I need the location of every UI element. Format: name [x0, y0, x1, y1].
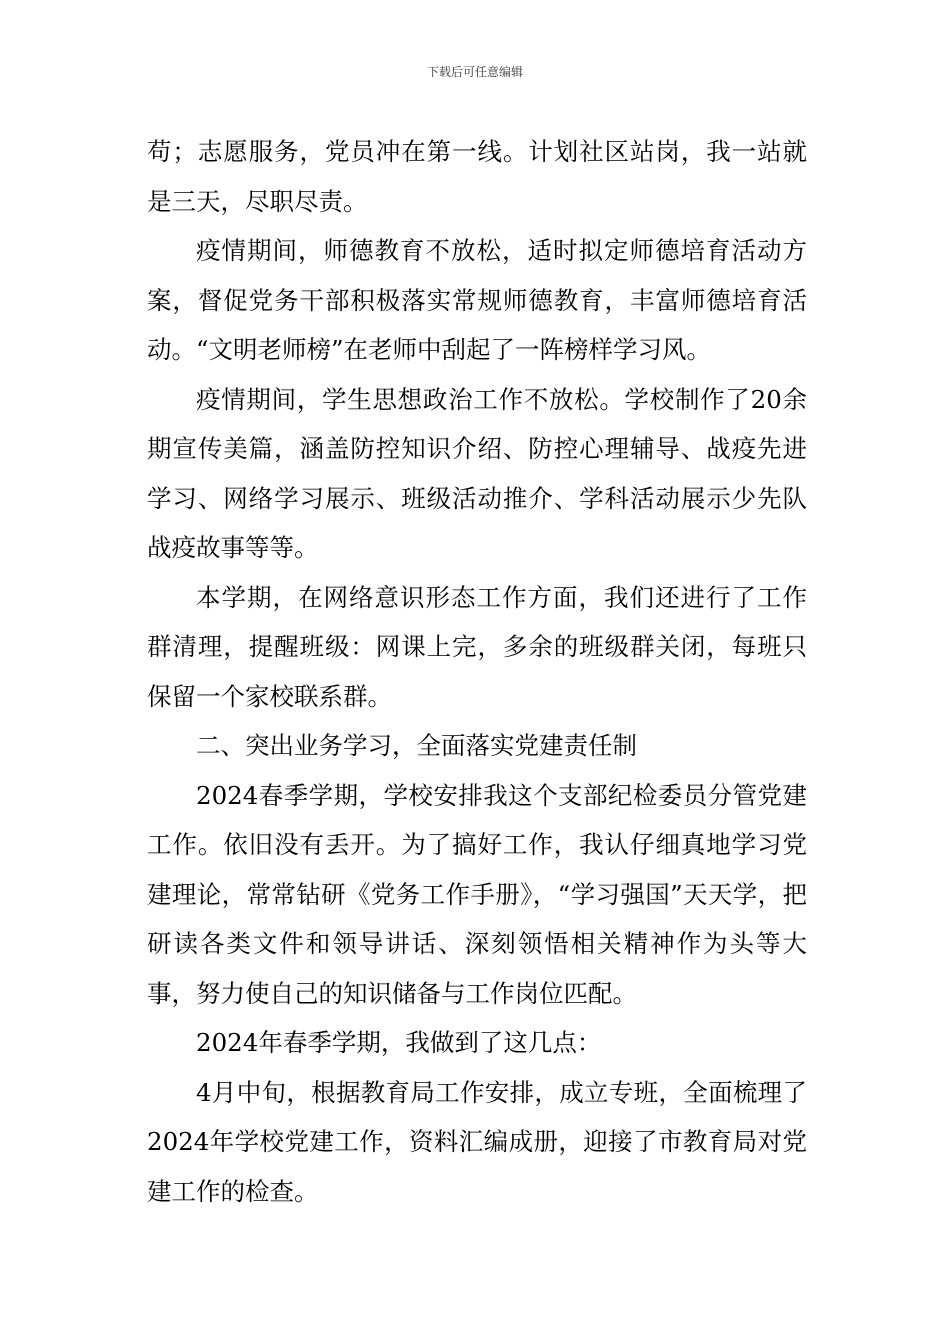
paragraph-7: 4月中旬，根据教育局工作安排，成立专班，全面梳理了2024年学校党建工作，资料汇编成册，迎接了市教育局对党建工作的检查。: [147, 1077, 807, 1206]
section-heading: 二、突出业务学习，全面落实党建责任制: [196, 731, 637, 760]
paragraph-5: 2024春季学期，学校安排我这个支部纪检委员分管党建工作。依旧没有丢开。为了搞好工作，我认仔细真地学习党建理论，常常钻研《党务工作手册》，“学习强国”天天学，把研读各类文件和领导讲话、深刻领悟相关精神作为头等大事，努力使自己的知识储备与工作岗位匹配。: [147, 780, 807, 1008]
document-body: [147, 127, 807, 1216]
paragraph-3: 疫情期间，学生思想政治工作不放松。学校制作了20余期宣传美篇，涵盖防控知识介绍、防控心理辅导、战疫先进学习、网络学习展示、班级活动推介、学科活动展示少先队战疫故事等等。: [147, 384, 807, 562]
paragraph-2: 疫情期间，师德教育不放松，适时拟定师德培育活动方案，督促党务干部积极落实常规师德教育，丰富师德培育活动。“文明老师榜”在老师中刮起了一阵榜样学习风。: [147, 236, 807, 364]
paragraph-1: 苟；志愿服务，党员冲在第一线。计划社区站岗，我一站就是三天，尽职尽责。: [147, 137, 807, 216]
paragraph-4: 本学期，在网络意识形态工作方面，我们还进行了工作群清理，提醒班级：网课上完，多余的班级群关闭，每班只保留一个家校联系群。: [147, 582, 807, 711]
paragraph-6: 2024年春季学期，我做到了这几点：: [196, 1028, 602, 1057]
page-header: 下载后可任意编辑: [426, 65, 523, 79]
